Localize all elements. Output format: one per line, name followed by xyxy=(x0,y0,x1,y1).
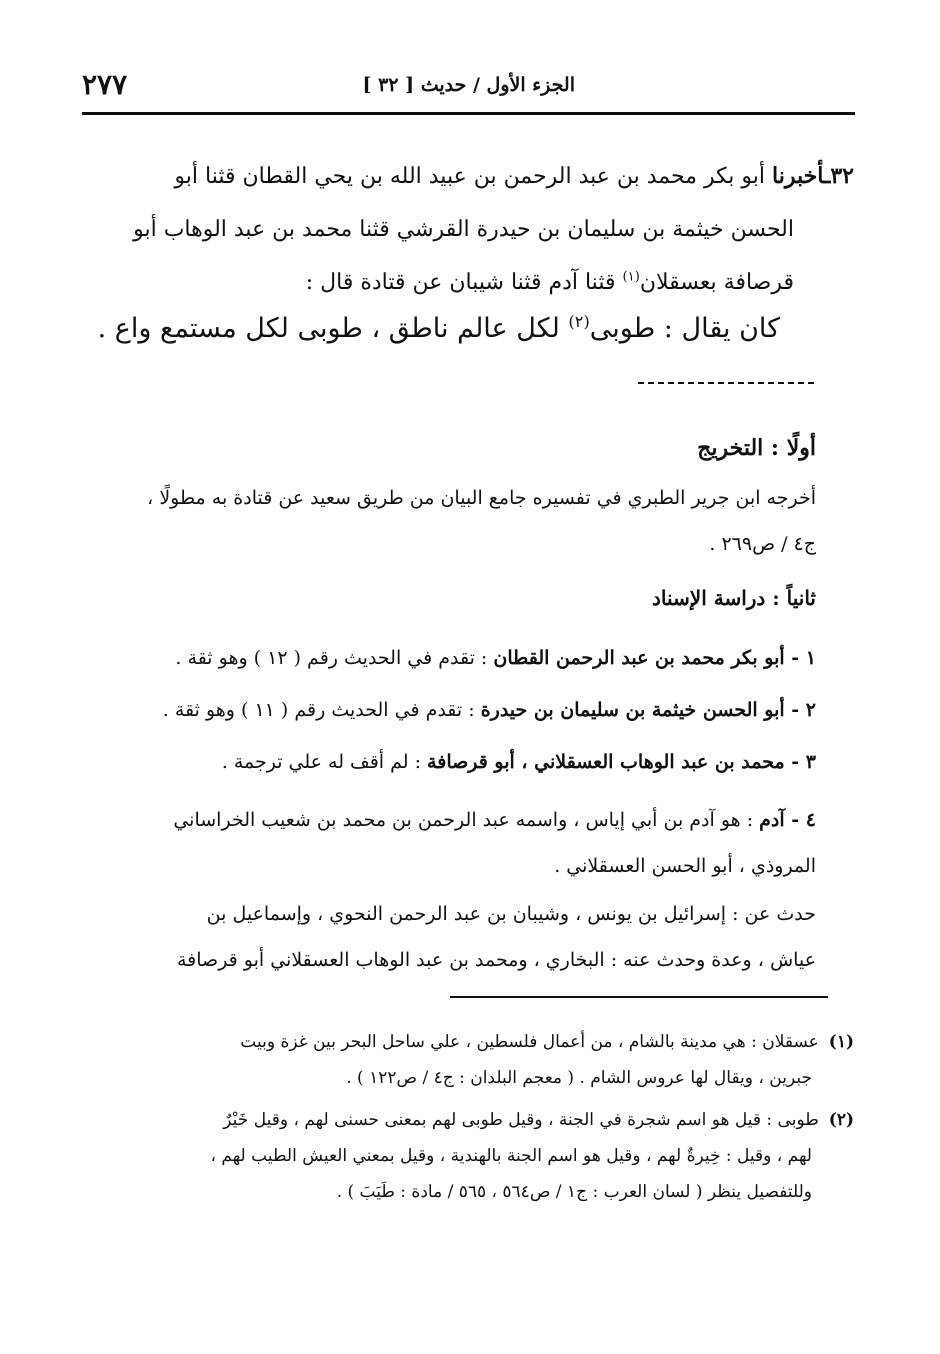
page-number: ٢٧٧ xyxy=(82,68,128,101)
hadith-isnad xyxy=(84,150,854,309)
takhrij-line-1: أخرجه ابن جرير الطبري في تفسيره جامع البيان من طريق سعيد عن قتادة به مطولًا ، xyxy=(147,487,816,509)
hadith-line-3 xyxy=(84,256,854,309)
footnote-2-line-2: لهم ، وقيل : خِيرةٌ لهم ، وقيل هو اسم الجنة بالهندية ، وقيل بمعني العيش الطيب لهم ، xyxy=(210,1146,812,1166)
footnote-rule xyxy=(450,996,828,998)
hadith-number: ٣٢ـ xyxy=(823,163,854,189)
footnote-1-line-1 xyxy=(84,1024,854,1060)
narrators-line-2: عياش ، وعدة وحدث عنه : البخاري ، ومحمد بن عبد الوهاب العسقلاني أبو قرصافة xyxy=(177,949,816,971)
narrator-name-4: ٤ - آدم xyxy=(759,809,816,831)
hadith-line-2: الحسن خيثمة بن سليمان بن حيدرة القرشي قثنا محمد بن عبد الوهاب أبو xyxy=(133,217,794,242)
footnote-ref-1[interactable]: (١) xyxy=(622,269,640,285)
narrator-note-3: : لم أقف له علي ترجمة . xyxy=(221,751,428,773)
running-title: الجزء الأول / حديث [ ٣٢ ] xyxy=(362,74,575,96)
hadith-line-1-text: أبو بكر محمد بن عبد الرحمن بن عبيد الله بن يحي القطان قثنا أبو xyxy=(174,164,765,189)
takhrij-text xyxy=(84,475,816,567)
footnote-2-line-3: وللتفصيل ينظر ( لسان العرب : ج١ / ص٥٦٤ ، ٥٦٥ / مادة : طَيَبَ ) . xyxy=(336,1182,812,1202)
hadith-matn xyxy=(84,305,780,353)
isnad-item-1 xyxy=(84,632,816,684)
isnad-list xyxy=(84,632,816,788)
isnad-item-4 xyxy=(84,797,816,889)
matn-text-start: كان يقال : طوبى xyxy=(589,313,780,344)
footnote-2 xyxy=(84,1102,854,1210)
footnote-ref-2[interactable]: (٢) xyxy=(568,312,590,331)
isnad-item-2 xyxy=(84,684,816,736)
matn-text-end: لكل عالم ناطق ، طوبى لكل مستمع واع . xyxy=(97,313,569,344)
isnad-heading: ثانياً : دراسة الإسناد xyxy=(652,586,816,610)
hadith-line-3-text: قرصافة بعسقلان xyxy=(639,270,794,295)
narrator-name-3: ٣ - محمد بن عبد الوهاب العسقلاني ، أبو قرصافة xyxy=(427,751,816,773)
footnote-2-line-1 xyxy=(84,1102,854,1138)
isnad-item-3 xyxy=(84,736,816,788)
footnote-2-text: طوبى : قيل هو اسم شجرة في الجنة ، وقيل طوبى لهم بمعنى حسنى لهم ، وقيل خَيْرٌ xyxy=(223,1110,819,1130)
narrator-note-1: : تقدم في الحديث رقم ( ١٢ ) وهو ثقة . xyxy=(175,647,494,669)
header-rule xyxy=(82,112,855,115)
footnotes xyxy=(84,1024,854,1210)
hadith-line-1 xyxy=(84,150,854,203)
section-separator xyxy=(638,382,814,384)
narrator-note-2: : تقدم في الحديث رقم ( ١١ ) وهو ثقة . xyxy=(162,699,481,721)
narrator-name-2: ٢ - أبو الحسن خيثمة بن سليمان بن حيدرة xyxy=(480,699,816,721)
takhrij-line-2: ج٤ / ص٢٦٩ . xyxy=(709,533,816,555)
isnad-item-4-line-1 xyxy=(84,797,816,843)
narrators-paragraph xyxy=(84,891,816,983)
hadith-line-3-end: قثنا آدم قثنا شيبان عن قتادة قال : xyxy=(305,270,623,295)
narrators-line-1: حدث عن : إسرائيل بن يونس ، وشيبان بن عبد الرحمن النحوي ، وإسماعيل بن xyxy=(206,903,816,925)
takhrij-heading: أولًا : التخريج xyxy=(697,435,816,461)
isnad-item-4-line-2: المروذي ، أبو الحسن العسقلاني . xyxy=(554,855,816,877)
hadith-opener: أخبرنا xyxy=(772,163,824,189)
footnote-1-marker: (١) xyxy=(828,1032,854,1052)
footnote-1-line-2: جبرين ، ويقال لها عروس الشام . ( معجم البلدان : ج٤ / ص١٢٢ ) . xyxy=(346,1068,812,1088)
narrator-note-4: : هو آدم بن أبي إياس ، واسمه عبد الرحمن بن محمد بن شعيب الخراساني xyxy=(173,809,760,831)
page-header xyxy=(82,64,855,110)
narrator-name-1: ١ - أبو بكر محمد بن عبد الرحمن القطان xyxy=(493,647,816,669)
footnote-1-text: عسقلان : هي مدينة بالشام ، من أعمال فلسطين ، علي ساحل البحر بين غزة وبيت xyxy=(240,1032,819,1052)
footnote-1 xyxy=(84,1024,854,1096)
footnote-2-marker: (٢) xyxy=(828,1110,854,1130)
